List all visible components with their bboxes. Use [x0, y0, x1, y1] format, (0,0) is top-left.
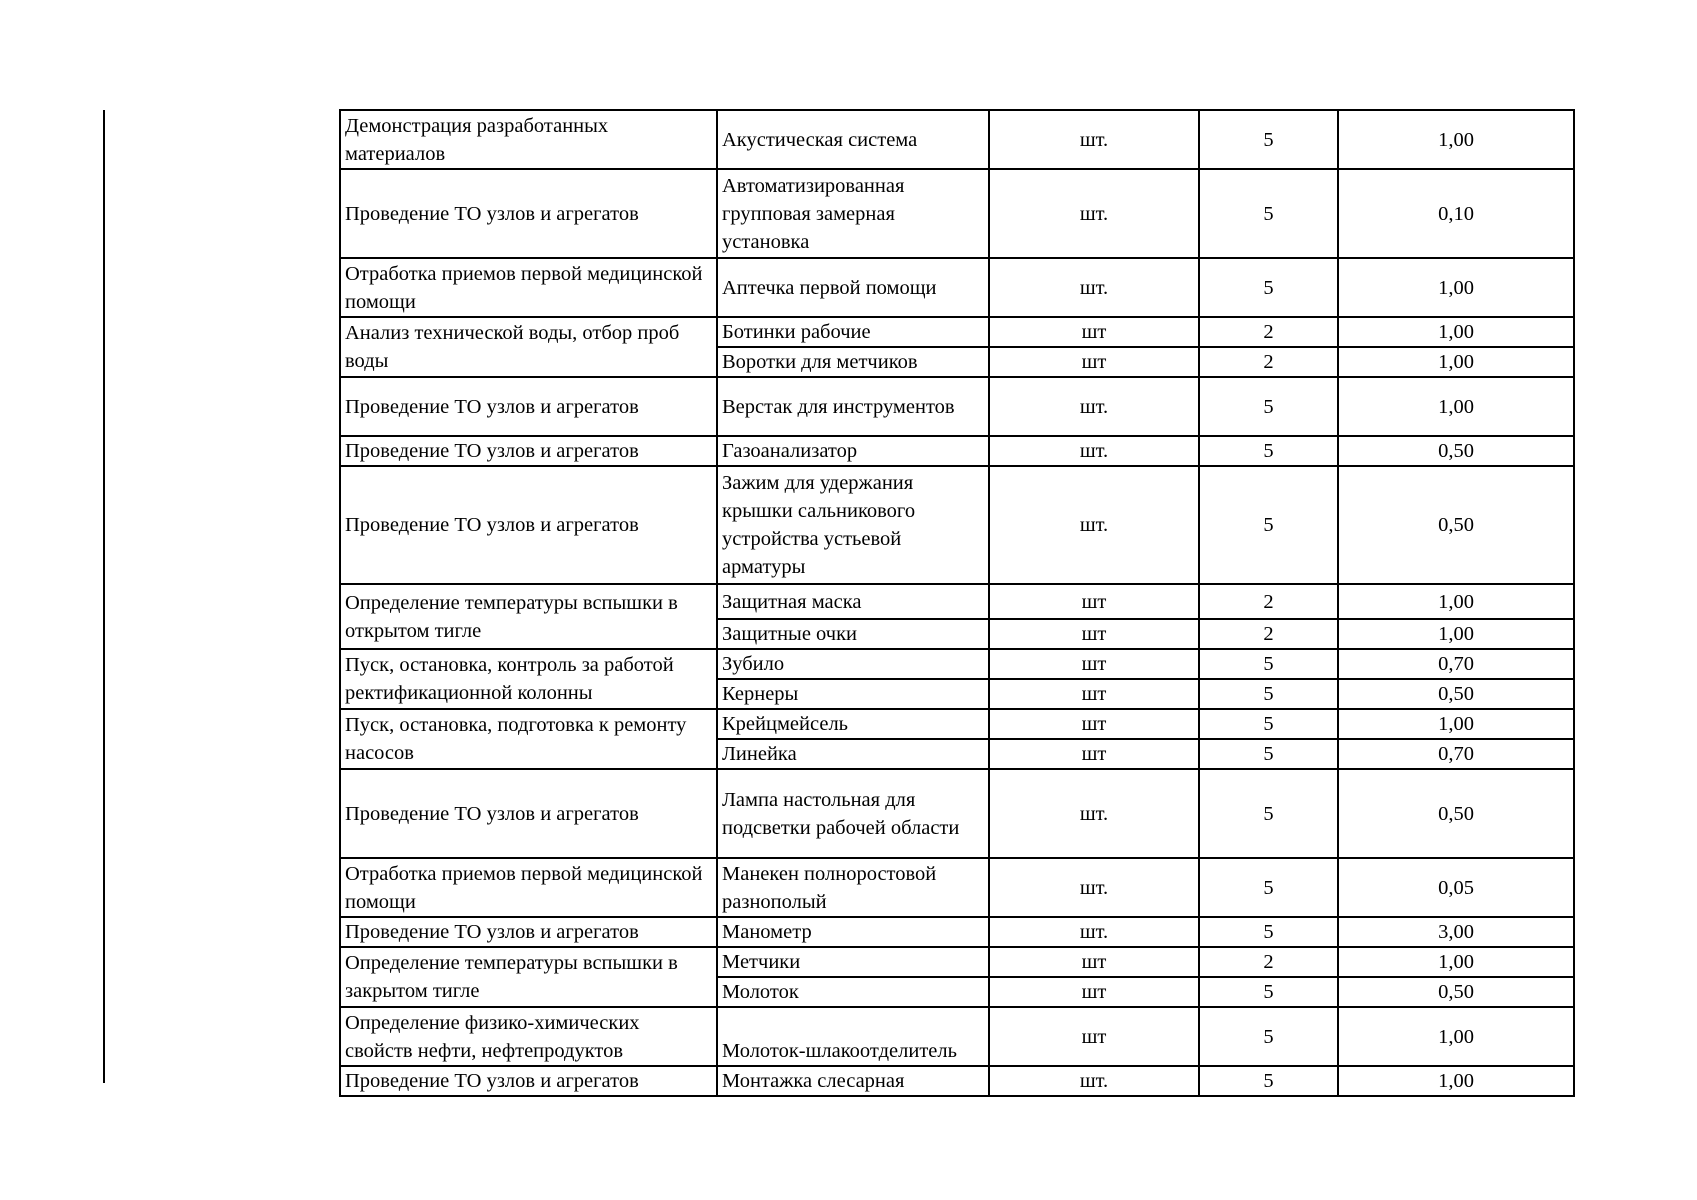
norm-cell: 1,00: [1338, 377, 1574, 436]
item-cell: Кернеры: [717, 679, 989, 709]
item-cell: Воротки для метчиков: [717, 347, 989, 377]
norm-cell: 0,50: [1338, 679, 1574, 709]
activity-cell: Отработка приемов первой медицинской помощи: [340, 258, 717, 317]
norm-cell: 1,00: [1338, 584, 1574, 619]
item-cell: Защитная маска: [717, 584, 989, 619]
item-cell: Защитные очки: [717, 619, 989, 649]
unit-cell: шт.: [989, 169, 1199, 258]
activity-cell: Демонстрация разработанных материалов: [340, 110, 717, 169]
unit-cell: шт: [989, 977, 1199, 1007]
norm-cell: 1,00: [1338, 110, 1574, 169]
equipment-table: [339, 109, 1575, 1097]
activity-cell: Отработка приемов первой медицинской помощи: [340, 858, 717, 917]
activity-cell: Определение физико-химических свойств нефти, нефтепродуктов: [340, 1007, 717, 1066]
unit-cell: шт.: [989, 377, 1199, 436]
qty-cell: 5: [1199, 679, 1338, 709]
norm-cell: 0,50: [1338, 769, 1574, 858]
qty-cell: 2: [1199, 584, 1338, 619]
table-row: [340, 649, 1574, 679]
unit-cell: шт: [989, 709, 1199, 739]
norm-cell: 1,00: [1338, 347, 1574, 377]
qty-cell: 5: [1199, 977, 1338, 1007]
unit-cell: шт: [989, 584, 1199, 619]
page-margin-line: [103, 110, 105, 1083]
norm-cell: 0,50: [1338, 436, 1574, 466]
qty-cell: 5: [1199, 1066, 1338, 1096]
activity-cell: Проведение ТО узлов и агрегатов: [340, 436, 717, 466]
table-row: [340, 436, 1574, 466]
unit-cell: шт.: [989, 1066, 1199, 1096]
item-cell: Метчики: [717, 947, 989, 977]
qty-cell: 2: [1199, 947, 1338, 977]
item-cell: Молоток: [717, 977, 989, 1007]
unit-cell: шт.: [989, 110, 1199, 169]
table-row: [340, 1007, 1574, 1066]
activity-cell: Анализ технической воды, отбор проб воды: [340, 317, 717, 377]
item-cell: Монтажка слесарная: [717, 1066, 989, 1096]
norm-cell: 1,00: [1338, 317, 1574, 347]
activity-cell: Определение температуры вспышки в закрытом тигле: [340, 947, 717, 1007]
activity-cell: Проведение ТО узлов и агрегатов: [340, 917, 717, 947]
unit-cell: шт: [989, 317, 1199, 347]
table-row: [340, 317, 1574, 347]
activity-cell: Проведение ТО узлов и агрегатов: [340, 1066, 717, 1096]
unit-cell: шт.: [989, 436, 1199, 466]
unit-cell: шт.: [989, 769, 1199, 858]
table-row: [340, 709, 1574, 739]
table-row: [340, 769, 1574, 858]
unit-cell: шт: [989, 739, 1199, 769]
table-row: [340, 947, 1574, 977]
table-row: [340, 466, 1574, 584]
norm-cell: 1,00: [1338, 709, 1574, 739]
table-row: [340, 258, 1574, 317]
norm-cell: 1,00: [1338, 1007, 1574, 1066]
norm-cell: 0,70: [1338, 739, 1574, 769]
item-cell: Зажим для удержания крышки сальникового устройства устьевой арматуры: [717, 466, 989, 584]
qty-cell: 5: [1199, 858, 1338, 917]
qty-cell: 5: [1199, 436, 1338, 466]
table-row: [340, 917, 1574, 947]
qty-cell: 5: [1199, 769, 1338, 858]
item-cell: Манометр: [717, 917, 989, 947]
activity-cell: Проведение ТО узлов и агрегатов: [340, 466, 717, 584]
norm-cell: 0,50: [1338, 977, 1574, 1007]
qty-cell: 5: [1199, 917, 1338, 947]
unit-cell: шт.: [989, 858, 1199, 917]
unit-cell: шт.: [989, 466, 1199, 584]
activity-cell: Пуск, остановка, контроль за работой ректификационной колонны: [340, 649, 717, 709]
activity-cell: Проведение ТО узлов и агрегатов: [340, 769, 717, 858]
unit-cell: шт: [989, 649, 1199, 679]
table-row: [340, 110, 1574, 169]
unit-cell: шт: [989, 347, 1199, 377]
activity-cell: Определение температуры вспышки в открытом тигле: [340, 584, 717, 649]
item-cell: Манекен полноростовой разнополый: [717, 858, 989, 917]
item-cell: Зубило: [717, 649, 989, 679]
norm-cell: 0,05: [1338, 858, 1574, 917]
qty-cell: 5: [1199, 709, 1338, 739]
norm-cell: 0,10: [1338, 169, 1574, 258]
qty-cell: 2: [1199, 619, 1338, 649]
norm-cell: 1,00: [1338, 1066, 1574, 1096]
qty-cell: 2: [1199, 347, 1338, 377]
qty-cell: 5: [1199, 110, 1338, 169]
unit-cell: шт: [989, 619, 1199, 649]
item-cell: Ботинки рабочие: [717, 317, 989, 347]
unit-cell: шт.: [989, 917, 1199, 947]
activity-cell: Пуск, остановка, подготовка к ремонту насосов: [340, 709, 717, 769]
qty-cell: 5: [1199, 739, 1338, 769]
qty-cell: 5: [1199, 649, 1338, 679]
table-row: [340, 858, 1574, 917]
item-cell: Линейка: [717, 739, 989, 769]
norm-cell: 0,70: [1338, 649, 1574, 679]
table-row: [340, 377, 1574, 436]
norm-cell: 0,50: [1338, 466, 1574, 584]
activity-cell: Проведение ТО узлов и агрегатов: [340, 377, 717, 436]
norm-cell: 1,00: [1338, 619, 1574, 649]
qty-cell: 5: [1199, 1007, 1338, 1066]
activity-cell: Проведение ТО узлов и агрегатов: [340, 169, 717, 258]
norm-cell: 1,00: [1338, 258, 1574, 317]
norm-cell: 3,00: [1338, 917, 1574, 947]
table-row: [340, 169, 1574, 258]
item-cell: Крейцмейсель: [717, 709, 989, 739]
item-cell: Верстак для инструментов: [717, 377, 989, 436]
item-cell: Автоматизированная групповая замерная установка: [717, 169, 989, 258]
qty-cell: 5: [1199, 258, 1338, 317]
table-row: [340, 584, 1574, 619]
item-cell: Молоток-шлакоотделитель: [717, 1007, 989, 1066]
qty-cell: 2: [1199, 317, 1338, 347]
table-row: [340, 1066, 1574, 1096]
norm-cell: 1,00: [1338, 947, 1574, 977]
unit-cell: шт: [989, 679, 1199, 709]
unit-cell: шт.: [989, 258, 1199, 317]
qty-cell: 5: [1199, 466, 1338, 584]
item-cell: Лампа настольная для подсветки рабочей области: [717, 769, 989, 858]
qty-cell: 5: [1199, 169, 1338, 258]
item-cell: Аптечка первой помощи: [717, 258, 989, 317]
unit-cell: шт: [989, 1007, 1199, 1066]
item-cell: Акустическая система: [717, 110, 989, 169]
item-cell: Газоанализатор: [717, 436, 989, 466]
unit-cell: шт: [989, 947, 1199, 977]
qty-cell: 5: [1199, 377, 1338, 436]
